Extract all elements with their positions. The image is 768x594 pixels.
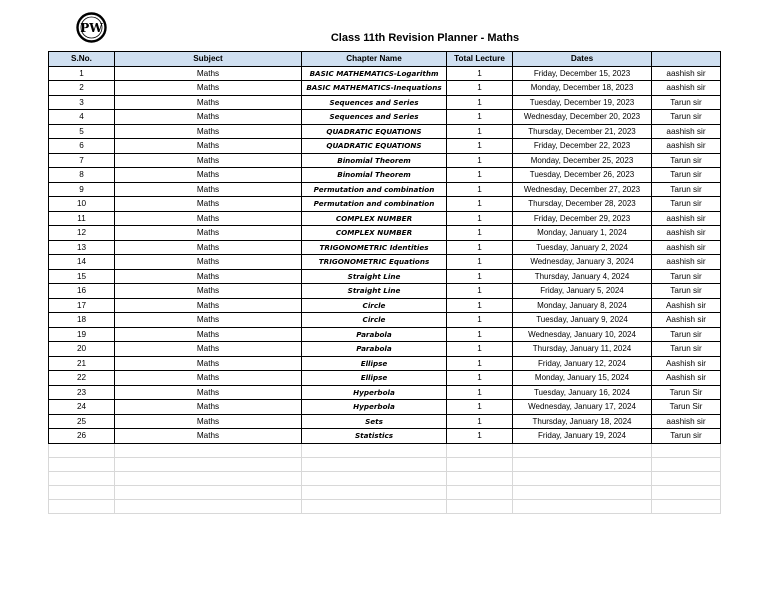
- cell-subject: Maths: [115, 327, 302, 342]
- cell-subject: Maths: [115, 400, 302, 415]
- cell-chapter: COMPLEX NUMBER: [302, 211, 447, 226]
- table-row: [49, 66, 721, 81]
- cell-date: Wednesday, January 10, 2024: [513, 327, 652, 342]
- cell-sno: 19: [49, 327, 115, 342]
- table-row: [49, 211, 721, 226]
- cell-teacher: aashish sir: [652, 139, 721, 154]
- cell-sno: 6: [49, 139, 115, 154]
- header-row: [49, 52, 721, 67]
- cell-subject: Maths: [115, 226, 302, 241]
- cell-lecture: 1: [447, 327, 513, 342]
- cell-sno: 21: [49, 356, 115, 371]
- cell-teacher: Tarun sir: [652, 342, 721, 357]
- cell-subject: Maths: [115, 211, 302, 226]
- table-row: [49, 313, 721, 328]
- cell-lecture: 1: [447, 124, 513, 139]
- cell-chapter: Sequences and Series: [302, 110, 447, 125]
- cell-sno: 20: [49, 342, 115, 357]
- cell-lecture: 1: [447, 226, 513, 241]
- cell-subject: Maths: [115, 429, 302, 444]
- column-header-subject: Subject: [115, 52, 302, 67]
- cell-lecture: 1: [447, 313, 513, 328]
- planner-table: [48, 51, 721, 514]
- cell-sno: 1: [49, 66, 115, 81]
- cell-lecture: 1: [447, 385, 513, 400]
- table-row: [49, 95, 721, 110]
- cell-teacher: Tarun sir: [652, 153, 721, 168]
- cell-date: Monday, January 8, 2024: [513, 298, 652, 313]
- empty-cell: [49, 485, 115, 499]
- cell-teacher: Tarun Sir: [652, 385, 721, 400]
- table-row: [49, 342, 721, 357]
- empty-grid-row: [49, 471, 721, 485]
- cell-lecture: 1: [447, 284, 513, 299]
- cell-sno: 15: [49, 269, 115, 284]
- cell-lecture: 1: [447, 81, 513, 96]
- cell-chapter: Straight Line: [302, 284, 447, 299]
- table-row: [49, 255, 721, 270]
- empty-cell: [49, 457, 115, 471]
- table-row: [49, 284, 721, 299]
- cell-sno: 22: [49, 371, 115, 386]
- cell-teacher: Aashish sir: [652, 356, 721, 371]
- empty-cell: [652, 443, 721, 457]
- cell-subject: Maths: [115, 124, 302, 139]
- cell-subject: Maths: [115, 313, 302, 328]
- cell-sno: 24: [49, 400, 115, 415]
- cell-chapter: COMPLEX NUMBER: [302, 226, 447, 241]
- cell-date: Monday, January 15, 2024: [513, 371, 652, 386]
- empty-grid-row: [49, 443, 721, 457]
- cell-chapter: Sequences and Series: [302, 95, 447, 110]
- cell-subject: Maths: [115, 153, 302, 168]
- table-row: [49, 197, 721, 212]
- cell-date: Wednesday, December 20, 2023: [513, 110, 652, 125]
- empty-cell: [652, 457, 721, 471]
- column-header-dates: Dates: [513, 52, 652, 67]
- cell-chapter: Binomial Theorem: [302, 153, 447, 168]
- empty-grid-row: [49, 457, 721, 471]
- cell-sno: 13: [49, 240, 115, 255]
- empty-cell: [302, 485, 447, 499]
- cell-lecture: 1: [447, 168, 513, 183]
- cell-teacher: Tarun sir: [652, 284, 721, 299]
- cell-lecture: 1: [447, 240, 513, 255]
- empty-cell: [447, 457, 513, 471]
- empty-grid-row: [49, 485, 721, 499]
- cell-date: Tuesday, January 2, 2024: [513, 240, 652, 255]
- cell-chapter: Parabola: [302, 342, 447, 357]
- empty-cell: [513, 443, 652, 457]
- cell-subject: Maths: [115, 81, 302, 96]
- cell-chapter: Straight Line: [302, 269, 447, 284]
- table-row: [49, 240, 721, 255]
- cell-chapter: TRIGONOMETRIC Equations: [302, 255, 447, 270]
- cell-lecture: 1: [447, 269, 513, 284]
- table-row: [49, 168, 721, 183]
- cell-teacher: Tarun sir: [652, 110, 721, 125]
- cell-chapter: Hyperbola: [302, 385, 447, 400]
- empty-grid-row: [49, 499, 721, 513]
- empty-cell: [447, 443, 513, 457]
- cell-teacher: Aashish sir: [652, 371, 721, 386]
- cell-sno: 5: [49, 124, 115, 139]
- empty-cell: [49, 499, 115, 513]
- cell-chapter: Circle: [302, 298, 447, 313]
- empty-cell: [447, 485, 513, 499]
- cell-chapter: TRIGONOMETRIC Identities: [302, 240, 447, 255]
- cell-lecture: 1: [447, 342, 513, 357]
- cell-date: Friday, December 15, 2023: [513, 66, 652, 81]
- cell-chapter: Binomial Theorem: [302, 168, 447, 183]
- cell-lecture: 1: [447, 66, 513, 81]
- cell-chapter: QUADRATIC EQUATIONS: [302, 124, 447, 139]
- cell-subject: Maths: [115, 139, 302, 154]
- empty-cell: [513, 499, 652, 513]
- logo-text: PW: [80, 21, 103, 35]
- cell-date: Thursday, January 11, 2024: [513, 342, 652, 357]
- cell-chapter: Statistics: [302, 429, 447, 444]
- cell-sno: 25: [49, 414, 115, 429]
- cell-teacher: Tarun sir: [652, 182, 721, 197]
- cell-subject: Maths: [115, 255, 302, 270]
- cell-date: Friday, January 5, 2024: [513, 284, 652, 299]
- cell-sno: 9: [49, 182, 115, 197]
- empty-cell: [115, 471, 302, 485]
- cell-date: Wednesday, December 27, 2023: [513, 182, 652, 197]
- table-row: [49, 226, 721, 241]
- cell-chapter: Parabola: [302, 327, 447, 342]
- table-row: [49, 400, 721, 415]
- cell-teacher: Tarun sir: [652, 429, 721, 444]
- cell-sno: 17: [49, 298, 115, 313]
- empty-cell: [447, 499, 513, 513]
- table-row: [49, 429, 721, 444]
- cell-sno: 10: [49, 197, 115, 212]
- cell-sno: 23: [49, 385, 115, 400]
- cell-teacher: Tarun sir: [652, 197, 721, 212]
- cell-date: Monday, January 1, 2024: [513, 226, 652, 241]
- cell-subject: Maths: [115, 182, 302, 197]
- column-header-chapter: Chapter Name: [302, 52, 447, 67]
- empty-cell: [115, 457, 302, 471]
- cell-teacher: aashish sir: [652, 226, 721, 241]
- cell-teacher: Aashish sir: [652, 298, 721, 313]
- cell-chapter: Sets: [302, 414, 447, 429]
- cell-sno: 7: [49, 153, 115, 168]
- empty-cell: [302, 471, 447, 485]
- cell-sno: 2: [49, 81, 115, 96]
- cell-subject: Maths: [115, 66, 302, 81]
- cell-lecture: 1: [447, 139, 513, 154]
- empty-cell: [49, 443, 115, 457]
- empty-cell: [302, 443, 447, 457]
- table-row: [49, 356, 721, 371]
- empty-cell: [513, 485, 652, 499]
- cell-chapter: Ellipse: [302, 371, 447, 386]
- table-row: [49, 81, 721, 96]
- cell-subject: Maths: [115, 298, 302, 313]
- cell-subject: Maths: [115, 240, 302, 255]
- table-row: [49, 298, 721, 313]
- cell-chapter: Hyperbola: [302, 400, 447, 415]
- cell-chapter: Ellipse: [302, 356, 447, 371]
- cell-lecture: 1: [447, 197, 513, 212]
- cell-teacher: Aashish sir: [652, 313, 721, 328]
- cell-sno: 12: [49, 226, 115, 241]
- table-row: [49, 124, 721, 139]
- empty-cell: [447, 471, 513, 485]
- cell-date: Friday, December 22, 2023: [513, 139, 652, 154]
- cell-sno: 16: [49, 284, 115, 299]
- cell-date: Wednesday, January 17, 2024: [513, 400, 652, 415]
- cell-teacher: aashish sir: [652, 211, 721, 226]
- cell-teacher: aashish sir: [652, 124, 721, 139]
- cell-sno: 14: [49, 255, 115, 270]
- table-row: [49, 153, 721, 168]
- cell-teacher: aashish sir: [652, 81, 721, 96]
- empty-cell: [652, 499, 721, 513]
- cell-date: Tuesday, December 19, 2023: [513, 95, 652, 110]
- empty-cell: [302, 499, 447, 513]
- empty-cell: [302, 457, 447, 471]
- cell-date: Monday, December 25, 2023: [513, 153, 652, 168]
- table-row: [49, 385, 721, 400]
- table-row: [49, 139, 721, 154]
- cell-teacher: Tarun sir: [652, 168, 721, 183]
- cell-lecture: 1: [447, 298, 513, 313]
- cell-teacher: aashish sir: [652, 240, 721, 255]
- cell-sno: 18: [49, 313, 115, 328]
- empty-cell: [652, 471, 721, 485]
- cell-subject: Maths: [115, 342, 302, 357]
- cell-date: Tuesday, January 16, 2024: [513, 385, 652, 400]
- empty-cell: [513, 471, 652, 485]
- cell-lecture: 1: [447, 182, 513, 197]
- cell-teacher: Tarun sir: [652, 327, 721, 342]
- column-header-sno: S.No.: [49, 52, 115, 67]
- cell-date: Friday, January 19, 2024: [513, 429, 652, 444]
- cell-lecture: 1: [447, 255, 513, 270]
- cell-date: Wednesday, January 3, 2024: [513, 255, 652, 270]
- cell-date: Monday, December 18, 2023: [513, 81, 652, 96]
- empty-cell: [49, 471, 115, 485]
- cell-date: Tuesday, January 9, 2024: [513, 313, 652, 328]
- page-title: Class 11th Revision Planner - Maths: [330, 32, 520, 44]
- empty-cell: [652, 485, 721, 499]
- cell-chapter: Permutation and combination: [302, 197, 447, 212]
- cell-teacher: Tarun Sir: [652, 400, 721, 415]
- cell-lecture: 1: [447, 429, 513, 444]
- cell-teacher: Tarun sir: [652, 269, 721, 284]
- cell-subject: Maths: [115, 385, 302, 400]
- empty-cell: [115, 443, 302, 457]
- table-row: [49, 371, 721, 386]
- cell-subject: Maths: [115, 269, 302, 284]
- cell-lecture: 1: [447, 95, 513, 110]
- cell-sno: 3: [49, 95, 115, 110]
- cell-chapter: BASIC MATHEMATICS-Logarithm: [302, 66, 447, 81]
- cell-date: Thursday, January 4, 2024: [513, 269, 652, 284]
- cell-subject: Maths: [115, 110, 302, 125]
- cell-lecture: 1: [447, 400, 513, 415]
- column-header-lecture: Total Lecture: [447, 52, 513, 67]
- cell-lecture: 1: [447, 211, 513, 226]
- empty-cell: [115, 485, 302, 499]
- cell-date: Thursday, January 18, 2024: [513, 414, 652, 429]
- cell-subject: Maths: [115, 168, 302, 183]
- table-row: [49, 414, 721, 429]
- cell-subject: Maths: [115, 414, 302, 429]
- cell-teacher: Tarun sir: [652, 95, 721, 110]
- table-row: [49, 327, 721, 342]
- cell-chapter: Permutation and combination: [302, 182, 447, 197]
- cell-date: Friday, December 29, 2023: [513, 211, 652, 226]
- cell-date: Friday, January 12, 2024: [513, 356, 652, 371]
- cell-lecture: 1: [447, 371, 513, 386]
- table-row: [49, 110, 721, 125]
- cell-chapter: QUADRATIC EQUATIONS: [302, 139, 447, 154]
- cell-subject: Maths: [115, 197, 302, 212]
- empty-cell: [513, 457, 652, 471]
- cell-chapter: Circle: [302, 313, 447, 328]
- cell-chapter: BASIC MATHEMATICS-Inequations: [302, 81, 447, 96]
- cell-date: Thursday, December 28, 2023: [513, 197, 652, 212]
- cell-teacher: aashish sir: [652, 414, 721, 429]
- cell-date: Tuesday, December 26, 2023: [513, 168, 652, 183]
- cell-sno: 4: [49, 110, 115, 125]
- cell-lecture: 1: [447, 356, 513, 371]
- table-row: [49, 269, 721, 284]
- table-row: [49, 182, 721, 197]
- cell-sno: 11: [49, 211, 115, 226]
- cell-subject: Maths: [115, 284, 302, 299]
- cell-lecture: 1: [447, 110, 513, 125]
- cell-lecture: 1: [447, 153, 513, 168]
- cell-date: Thursday, December 21, 2023: [513, 124, 652, 139]
- cell-teacher: aashish sir: [652, 255, 721, 270]
- cell-lecture: 1: [447, 414, 513, 429]
- empty-cell: [115, 499, 302, 513]
- cell-sno: 8: [49, 168, 115, 183]
- cell-teacher: aashish sir: [652, 66, 721, 81]
- cell-subject: Maths: [115, 356, 302, 371]
- column-header-teacher: [652, 52, 721, 67]
- cell-subject: Maths: [115, 95, 302, 110]
- cell-sno: 26: [49, 429, 115, 444]
- cell-subject: Maths: [115, 371, 302, 386]
